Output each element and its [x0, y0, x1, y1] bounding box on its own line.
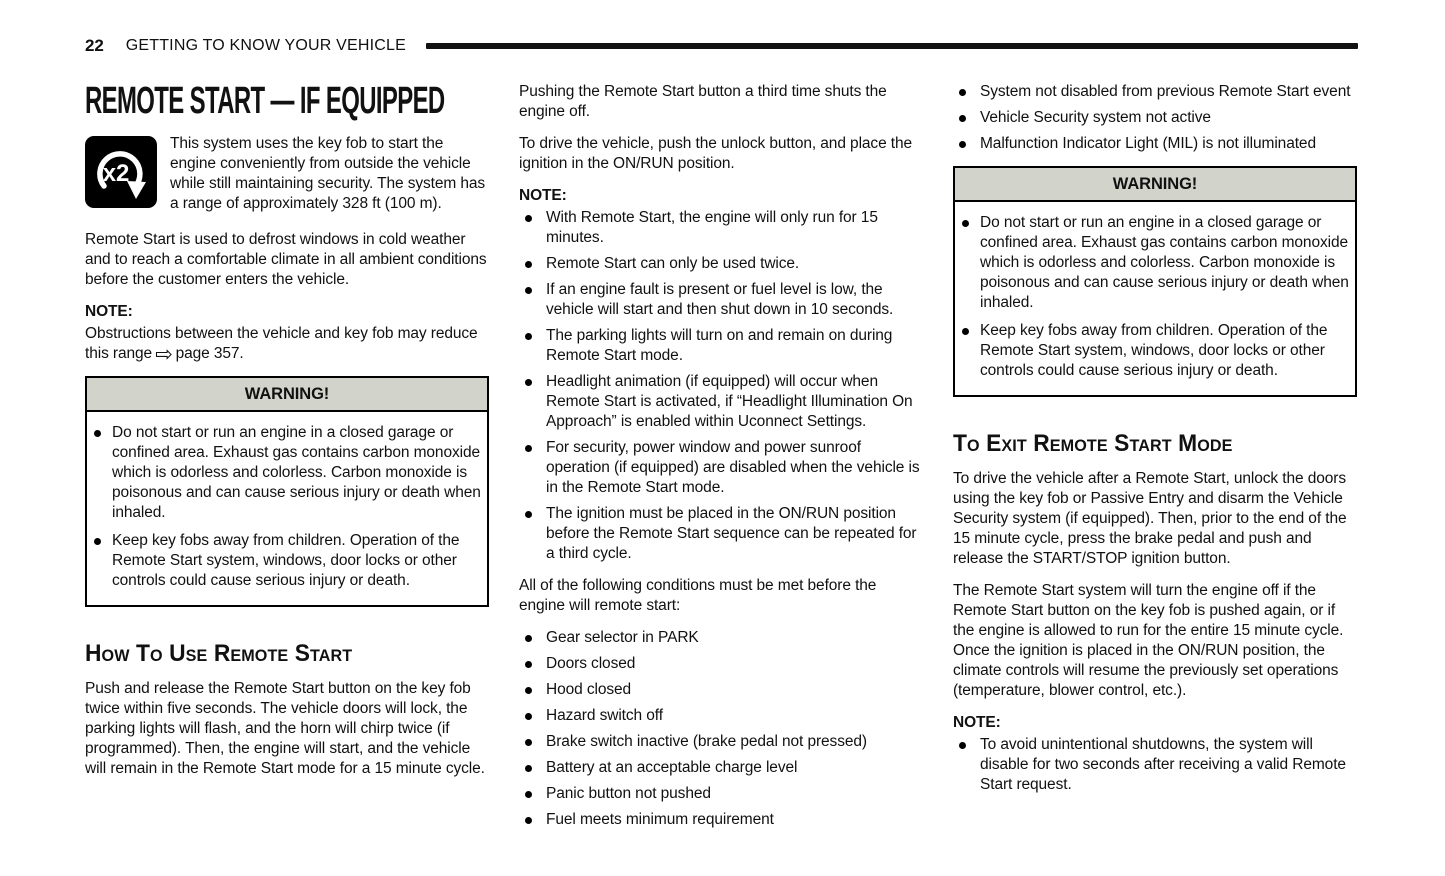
- note-label: NOTE:: [85, 303, 133, 320]
- header-rule: [426, 43, 1358, 49]
- warning-box: [953, 166, 1357, 397]
- list-item: Vehicle Security system not active: [953, 108, 1357, 128]
- column-1: [85, 82, 489, 842]
- list-item: Fuel meets minimum requirement: [519, 810, 923, 830]
- conditions-list: [519, 628, 923, 830]
- note-text: Obstructions between the vehicle and key fob may reduce this range: [85, 325, 478, 362]
- intro-paragraph: This system uses the key fob to start the engine conveniently from outside the vehicle while still maintaining security. The system has a range of approximately 328 ft (100 m).: [170, 135, 486, 212]
- note-label: NOTE:: [953, 714, 1001, 731]
- warning-content: [955, 202, 1355, 395]
- note-label: NOTE:: [519, 187, 567, 204]
- list-item: Brake switch inactive (brake pedal not pressed): [519, 732, 923, 752]
- list-item: If an engine fault is present or fuel level is low, the vehicle will start and then shut down in 10 seconds.: [519, 280, 923, 320]
- list-item: With Remote Start, the engine will only run for 15 minutes.: [519, 208, 923, 248]
- paragraph: The Remote Start system will turn the engine off if the Remote Start button on the key fob is pushed again, or if the engine is allowed to run for the entire 15 minute cycle. Once the ignition is placed in the ON/RUN position, the climate controls will resume the previously set operations (temperature, blower control, etc.).: [953, 582, 1344, 699]
- warning-item: Do not start or run an engine in a closed garage or confined area. Exhaust gas contains carbon monoxide which is odorless and colorless. Carbon monoxide is poisonous and can cause serious injury or death when inhaled.: [87, 423, 481, 523]
- heading-how-to-use-remote-start: How To Use Remote Start: [85, 640, 353, 667]
- list-item: Battery at an acceptable charge level: [519, 758, 923, 778]
- list-item: System not disabled from previous Remote Start event: [953, 82, 1357, 102]
- list-item: Remote Start can only be used twice.: [519, 254, 923, 274]
- paragraph: To drive the vehicle after a Remote Start, unlock the doors using the key fob or Passive Entry and disarm the Vehicle Security system (if equipped). Then, prior to the end of the 15 minute cycle, press the brake pedal and push and release the START/STOP ignition button.: [953, 470, 1347, 567]
- note-paragraph: [85, 324, 489, 364]
- list-item: Headlight animation (if equipped) will occur when Remote Start is activated, if “Headlight Illumination On Approach” is enabled within Uconnect Settings.: [519, 372, 923, 432]
- warning-content: [87, 412, 487, 605]
- list-item: Hood closed: [519, 680, 923, 700]
- running-header: [85, 36, 1358, 56]
- list-item: Hazard switch off: [519, 706, 923, 726]
- page-ref-text[interactable]: page 357.: [175, 345, 244, 362]
- paragraph: Remote Start is used to defrost windows in cold weather and to reach a comfortable climate in all ambient conditions before the customer enters the vehicle.: [85, 231, 487, 288]
- column-2: [519, 82, 923, 842]
- warning-item: Do not start or run an engine in a closed garage or confined area. Exhaust gas contains carbon monoxide which is odorless and colorless. Carbon monoxide is poisonous and can cause serious injury or death when inhaled.: [955, 213, 1349, 313]
- list-item: Gear selector in PARK: [519, 628, 923, 648]
- list-item: Panic button not pushed: [519, 784, 923, 804]
- warning-title: WARNING!: [87, 378, 487, 412]
- intro-block: [85, 134, 489, 218]
- warning-title: WARNING!: [955, 168, 1355, 202]
- list-item: The ignition must be placed in the ON/RUN position before the Remote Start sequence can be repeated for a third cycle.: [519, 504, 923, 564]
- page-number: 22: [85, 36, 104, 55]
- heading-to-exit-remote-start-mode: To Exit Remote Start Mode: [953, 430, 1233, 457]
- warning-box: [85, 376, 489, 607]
- list-item: Malfunction Indicator Light (MIL) is not illuminated: [953, 134, 1357, 154]
- x2-badge-label: x2: [102, 160, 130, 187]
- note-bullet-list: [519, 208, 923, 564]
- paragraph: Pushing the Remote Start button a third time shuts the engine off.: [519, 83, 887, 120]
- warning-item: Keep key fobs away from children. Operation of the Remote Start system, windows, door locks or other controls could cause serious injury or death.: [955, 321, 1349, 381]
- chapter-title: GETTING TO KNOW YOUR VEHICLE: [125, 37, 407, 54]
- remote-start-x2-icon: [85, 136, 157, 214]
- conditions-intro: All of the following conditions must be met before the engine will remote start:: [519, 577, 877, 614]
- conditions-list-continued: [953, 82, 1357, 154]
- note-bullet-list: [953, 735, 1357, 795]
- list-item: For security, power window and power sunroof operation (if equipped) are disabled when the vehicle is in the Remote Start mode.: [519, 438, 923, 498]
- list-item: Doors closed: [519, 654, 923, 674]
- paragraph: Push and release the Remote Start button on the key fob twice within five seconds. The vehicle doors will lock, the parking lights will flash, and the horn will chirp twice (if programmed). Then, the engine will start, and the vehicle will remain in the Remote Start mode for a 15 minute cycle.: [85, 680, 485, 777]
- list-item: The parking lights will turn on and remain on during Remote Start mode.: [519, 326, 923, 366]
- paragraph: To drive the vehicle, push the unlock button, and place the ignition in the ON/RUN position.: [519, 135, 913, 172]
- list-item: To avoid unintentional shutdowns, the system will disable for two seconds after receiving a valid Remote Start request.: [953, 735, 1357, 795]
- column-layout: [85, 82, 1358, 842]
- article-title: REMOTE START — IF EQUIPPED: [85, 80, 445, 122]
- column-3: [953, 82, 1357, 842]
- page-ref-arrow-icon: ⇨: [155, 342, 173, 366]
- warning-item: Keep key fobs away from children. Operation of the Remote Start system, windows, door locks or other controls could cause serious injury or death.: [87, 531, 481, 591]
